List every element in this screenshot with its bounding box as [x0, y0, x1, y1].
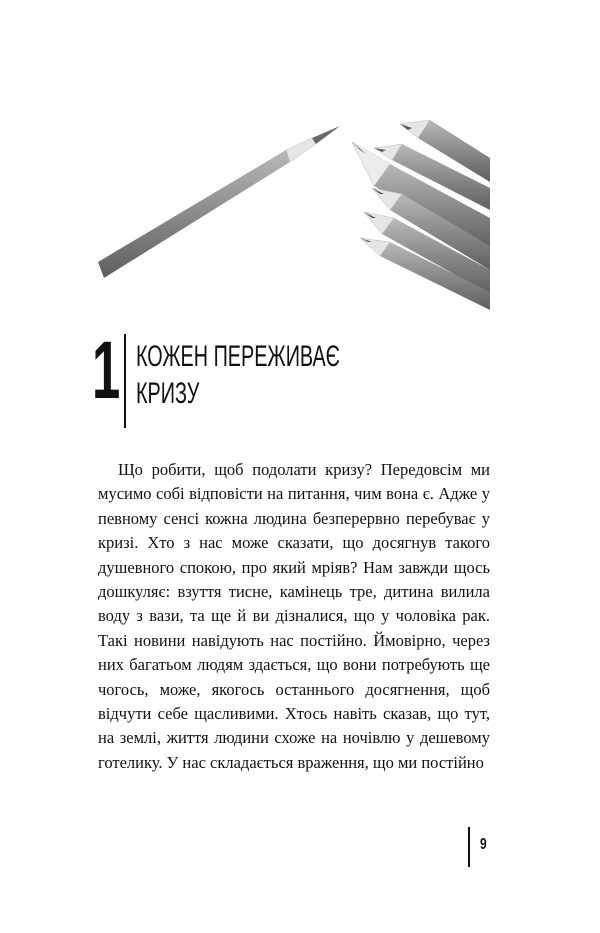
chapter-divider	[124, 334, 126, 428]
chapter-title-line-1: КОЖЕН ПЕРЕЖИВАЄ	[136, 340, 340, 373]
chapter-title	[136, 338, 374, 412]
single-pencil	[98, 126, 340, 278]
page-number-divider	[468, 827, 470, 867]
page-number: 9	[480, 836, 487, 853]
pencil-bundle	[352, 120, 490, 310]
chapter-title-line-2: КРИЗУ	[136, 377, 200, 410]
chapter-heading	[92, 325, 532, 430]
body-paragraph: Що робити, щоб подолати кризу? Передовсім ми мусимо собі відповісти на питання, чим вона є. Адже у певному сенсі кожна людина безперервно перебуває у кризі. Хто з нас може сказати, що досягнув такого душевного спокою, про який мріяв? Нам завжди щось дошкуляє: взуття тисне, камінець тре, дитина вилила воду з вази, та ще й ви дізналися, що у чоловіка рак. Такі новини навідують нас постійно. Ймовірно, через них багатьом людям здається, що вони потребують ще чогось, може, якогось останнього досягнення, щоб відчути себе щасливими. Хтось навіть сказав, що тут, на землі, життя людини схоже на ночівлю у дешевому готелику. У нас складається враження, що ми постійно	[98, 460, 490, 772]
pencils-illustration	[90, 110, 490, 310]
chapter-number: 1	[92, 325, 120, 416]
